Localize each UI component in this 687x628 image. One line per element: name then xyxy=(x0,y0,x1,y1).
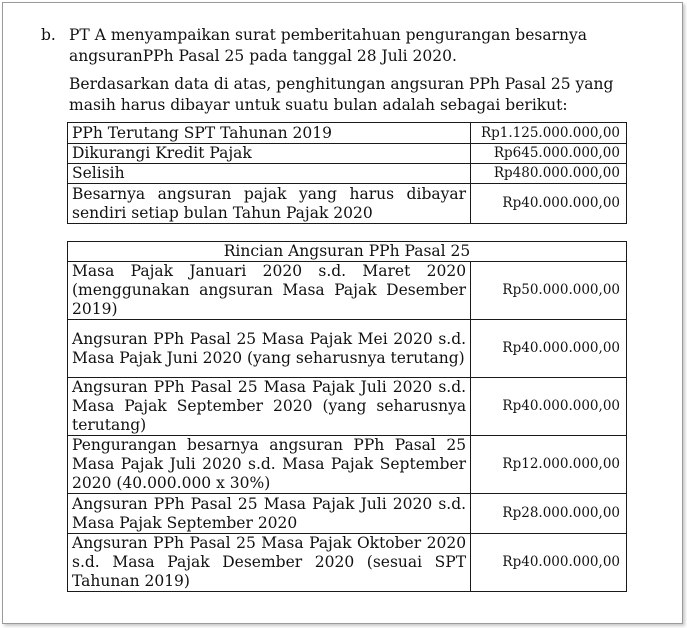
table-row xyxy=(68,320,627,378)
detail-amount: Rp28.000.000,00 xyxy=(471,494,627,534)
summary-label: PPh Terutang SPT Tahunan 2019 xyxy=(68,123,471,144)
summary-label: Besarnya angsuran pajak yang harus dibayar sendiri setiap bulan Tahun Pajak 2020 xyxy=(68,184,471,224)
detail-label: Masa Pajak Januari 2020 s.d. Maret 2020 (menggunakan angsuran Masa Pajak Desember 2019) xyxy=(68,262,471,320)
summary-amount: Rp480.000.000,00 xyxy=(471,164,627,184)
detail-amount: Rp40.000.000,00 xyxy=(471,378,627,436)
detail-amount: Rp40.000.000,00 xyxy=(471,320,627,378)
detail-amount: Rp40.000.000,00 xyxy=(471,534,627,592)
intro-line-1: PT A menyampaikan surat pemberitahuan pengurangan besarnya xyxy=(69,26,587,44)
document-page xyxy=(2,2,683,624)
summary-amount: Rp645.000.000,00 xyxy=(471,144,627,164)
detail-table xyxy=(67,241,627,592)
table-row xyxy=(68,494,627,534)
detail-label: Angsuran PPh Pasal 25 Masa Pajak Juli 2020 s.d. Masa Pajak September 2020 (yang seharusnya terutang) xyxy=(68,378,471,436)
summary-label: Dikurangi Kredit Pajak xyxy=(68,144,471,164)
summary-amount: Rp1.125.000.000,00 xyxy=(471,123,627,144)
detail-label: Angsuran PPh Pasal 25 Masa Pajak Mei 2020 s.d. Masa Pajak Juni 2020 (yang seharusnya terutang) xyxy=(68,320,471,378)
table-row xyxy=(68,534,627,592)
detail-label: Angsuran PPh Pasal 25 Masa Pajak Juli 2020 s.d. Masa Pajak September 2020 xyxy=(68,494,471,534)
table-row xyxy=(68,164,627,184)
list-marker: b. xyxy=(41,26,56,44)
table-row xyxy=(68,436,627,494)
intro-line-2: angsuranPPh Pasal 25 pada tanggal 28 Juli 2020. xyxy=(69,47,457,65)
detail-amount: Rp50.000.000,00 xyxy=(471,262,627,320)
table-row xyxy=(68,123,627,144)
detail-label: Pengurangan besarnya angsuran PPh Pasal 25 Masa Pajak Juli 2020 s.d. Masa Pajak September 2020 (40.000.000 x 30%) xyxy=(68,436,471,494)
body-line-1: Berdasarkan data di atas, penghitungan angsuran PPh Pasal 25 yang xyxy=(69,75,614,93)
summary-label: Selisih xyxy=(68,164,471,184)
body-line-2: masih harus dibayar untuk suatu bulan adalah sebagai berikut: xyxy=(69,96,568,114)
detail-label: Angsuran PPh Pasal 25 Masa Pajak Oktober 2020 s.d. Masa Pajak Desember 2020 (sesuai SPT Tahunan 2019) xyxy=(68,534,471,592)
summary-amount: Rp40.000.000,00 xyxy=(471,184,627,224)
detail-table-header: Rincian Angsuran PPh Pasal 25 xyxy=(68,242,627,262)
detail-amount: Rp12.000.000,00 xyxy=(471,436,627,494)
table-row xyxy=(68,144,627,164)
table-row xyxy=(68,378,627,436)
table-row xyxy=(68,184,627,224)
summary-table xyxy=(67,122,627,224)
table-row xyxy=(68,262,627,320)
table-header-row xyxy=(68,242,627,262)
